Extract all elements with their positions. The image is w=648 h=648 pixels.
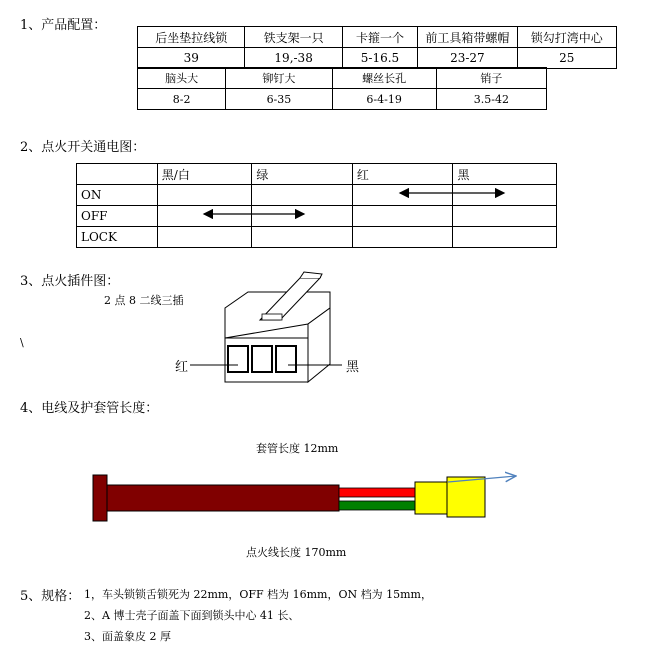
table-header-cell: 红 — [352, 164, 453, 185]
section-5-title: 5、规格： — [20, 589, 81, 604]
section-1-title: 1、产品配置： — [20, 18, 107, 33]
sleeve-length-label: 套管长度 12mm — [256, 442, 339, 455]
green-wire — [339, 501, 415, 510]
table-cell: 6-4-19 — [332, 89, 436, 110]
yellow-terminal-small — [415, 482, 447, 514]
table-header-cell: 卡箍一个 — [342, 27, 417, 48]
row-label: ON — [77, 185, 158, 206]
table-cell: 23-27 — [418, 48, 517, 69]
section-3-title: 3、点火插件图： — [20, 274, 120, 289]
spec-line-3: 3、面盖象皮 2 厚 — [84, 630, 171, 643]
yellow-terminal-large — [447, 477, 485, 517]
wire-length-label: 点火线长度 170mm — [246, 546, 347, 559]
row-label: OFF — [77, 206, 158, 227]
wire-end-cap — [93, 475, 107, 521]
plug-label-red: 红 — [175, 360, 189, 375]
table-header-cell: 前工具箱带螺帽 — [418, 27, 517, 48]
table-cell: 8-2 — [138, 89, 226, 110]
table-cell: 5-16.5 — [342, 48, 417, 69]
row-label: LOCK — [77, 227, 158, 248]
table-header-cell: 脑头大 — [138, 68, 226, 89]
table-header-cell: 绿 — [252, 164, 353, 185]
red-wire — [339, 488, 415, 497]
table-header-cell: 黑/白 — [157, 164, 252, 185]
table-header-cell: 黑 — [453, 164, 557, 185]
spec-line-2: 2、A 博士壳子面盖下面到锁头中心 41 长、 — [84, 609, 300, 622]
table-cell: 3.5-42 — [436, 89, 546, 110]
table-cell: 25 — [517, 48, 616, 69]
table-header-cell: 铁支架一只 — [245, 27, 342, 48]
table-cell: 39 — [138, 48, 245, 69]
stray-mark: \ — [20, 336, 24, 349]
wire-diagram — [0, 460, 648, 530]
table-header-cell: 锁勾打湾中心 — [517, 27, 616, 48]
wire-sleeve — [107, 485, 339, 511]
section-2-title: 2、点火开关通电图： — [20, 140, 146, 155]
switch-arrows — [0, 0, 648, 260]
spec-line-1: 1，车头锁锁舌锁死为 22mm，OFF 档为 16mm，ON 档为 15mm， — [84, 588, 432, 601]
table-header-cell: 铆钉大 — [226, 68, 332, 89]
table-header-cell: 后坐垫拉线锁 — [138, 27, 245, 48]
table-cell: 19,-38 — [245, 48, 342, 69]
table-cell: 6-35 — [226, 89, 332, 110]
table-header-cell: 销子 — [436, 68, 546, 89]
section-4-title: 4、电线及护套管长度： — [20, 401, 159, 416]
table-header-cell: 螺丝长孔 — [332, 68, 436, 89]
plug-label-black: 黑 — [346, 360, 360, 375]
plug-caption: 2 点 8 二线三插 — [104, 294, 184, 307]
